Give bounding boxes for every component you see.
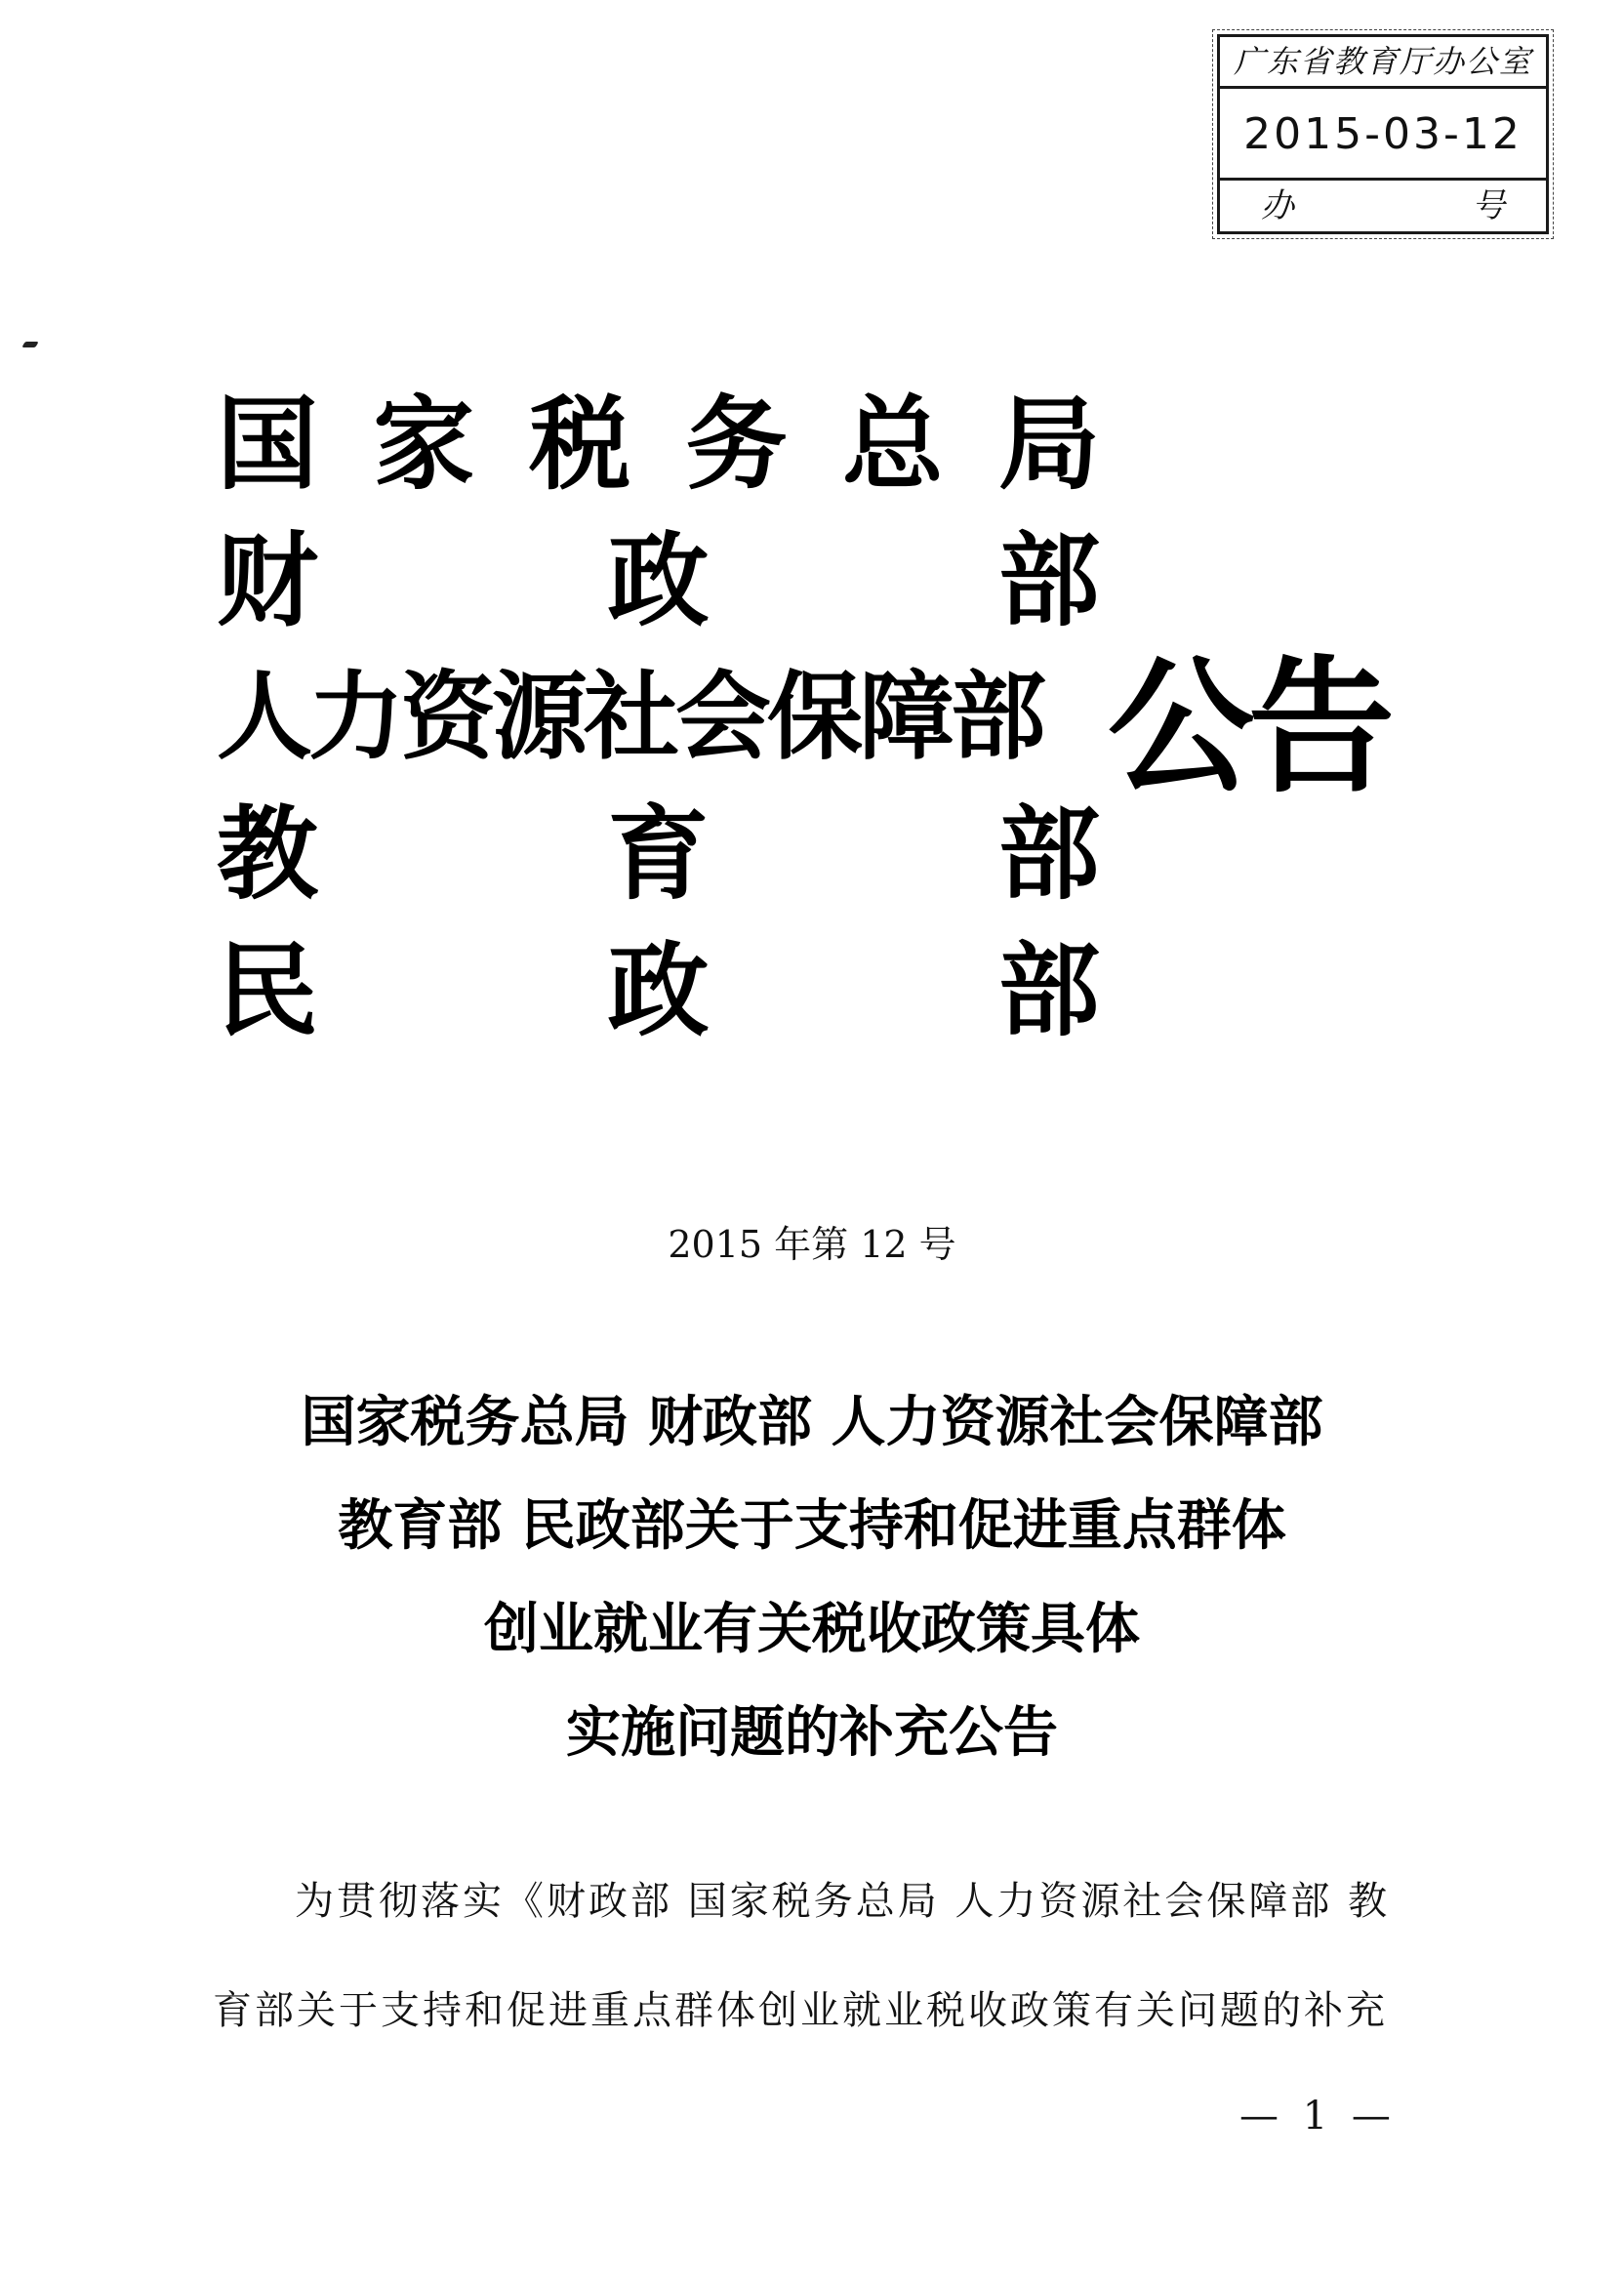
stamp-footer-left: 办 [1261,186,1294,225]
agency-char: 政 [607,931,710,1050]
stamp-office: 广东省教育厅办公室 [1220,37,1546,89]
agency-char: 家 [373,385,475,504]
body-line-1: 为贯彻落实《财政部 国家税务总局 人力资源社会保障部 教 [295,1879,1391,1924]
agency-char: 务 [685,385,788,504]
stamp-footer-right: 号 [1472,186,1505,225]
agency-char: 总 [841,385,944,504]
agency-char: 教 [217,795,319,914]
agency-char: 国 [217,385,319,504]
notice-heading: 公告 [1108,641,1390,813]
agency-line-3 [217,659,1100,776]
agency-line-5 [217,932,1100,1049]
agency-line-1 [217,386,1100,503]
title-line-2: 教育部 民政部关于支持和促进重点群体 [338,1494,1286,1558]
agency-char: 育 [607,795,710,914]
stamp-date: 2015-03-12 [1243,109,1522,159]
agency-name: 人力资源社会保障部 [217,662,1043,773]
title-line-4: 实施问题的补充公告 [566,1701,1058,1765]
agency-char: 部 [997,795,1100,914]
agency-char: 部 [997,521,1100,640]
agency-char: 税 [529,385,631,504]
stamp-footer [1220,178,1546,231]
document-number: 2015 年第 12 号 [668,1223,956,1266]
agency-line-4 [217,795,1100,913]
agency-char: 部 [997,931,1100,1050]
body-line-2: 育部关于支持和促进重点群体创业就业税收政策有关问题的补充 [213,1988,1388,2033]
title-line-1: 国家税务总局 财政部 人力资源社会保障部 [301,1391,1323,1454]
page-number: — 1 — [1239,2094,1397,2139]
agency-char: 财 [217,521,319,640]
received-stamp [1217,34,1549,234]
title-line-3: 创业就业有关税收政策具体 [484,1598,1140,1661]
agency-char: 政 [607,521,710,640]
agency-char: 局 [997,385,1100,504]
agency-char: 民 [217,931,319,1050]
agency-line-2 [217,522,1100,639]
scan-speck [21,342,38,347]
